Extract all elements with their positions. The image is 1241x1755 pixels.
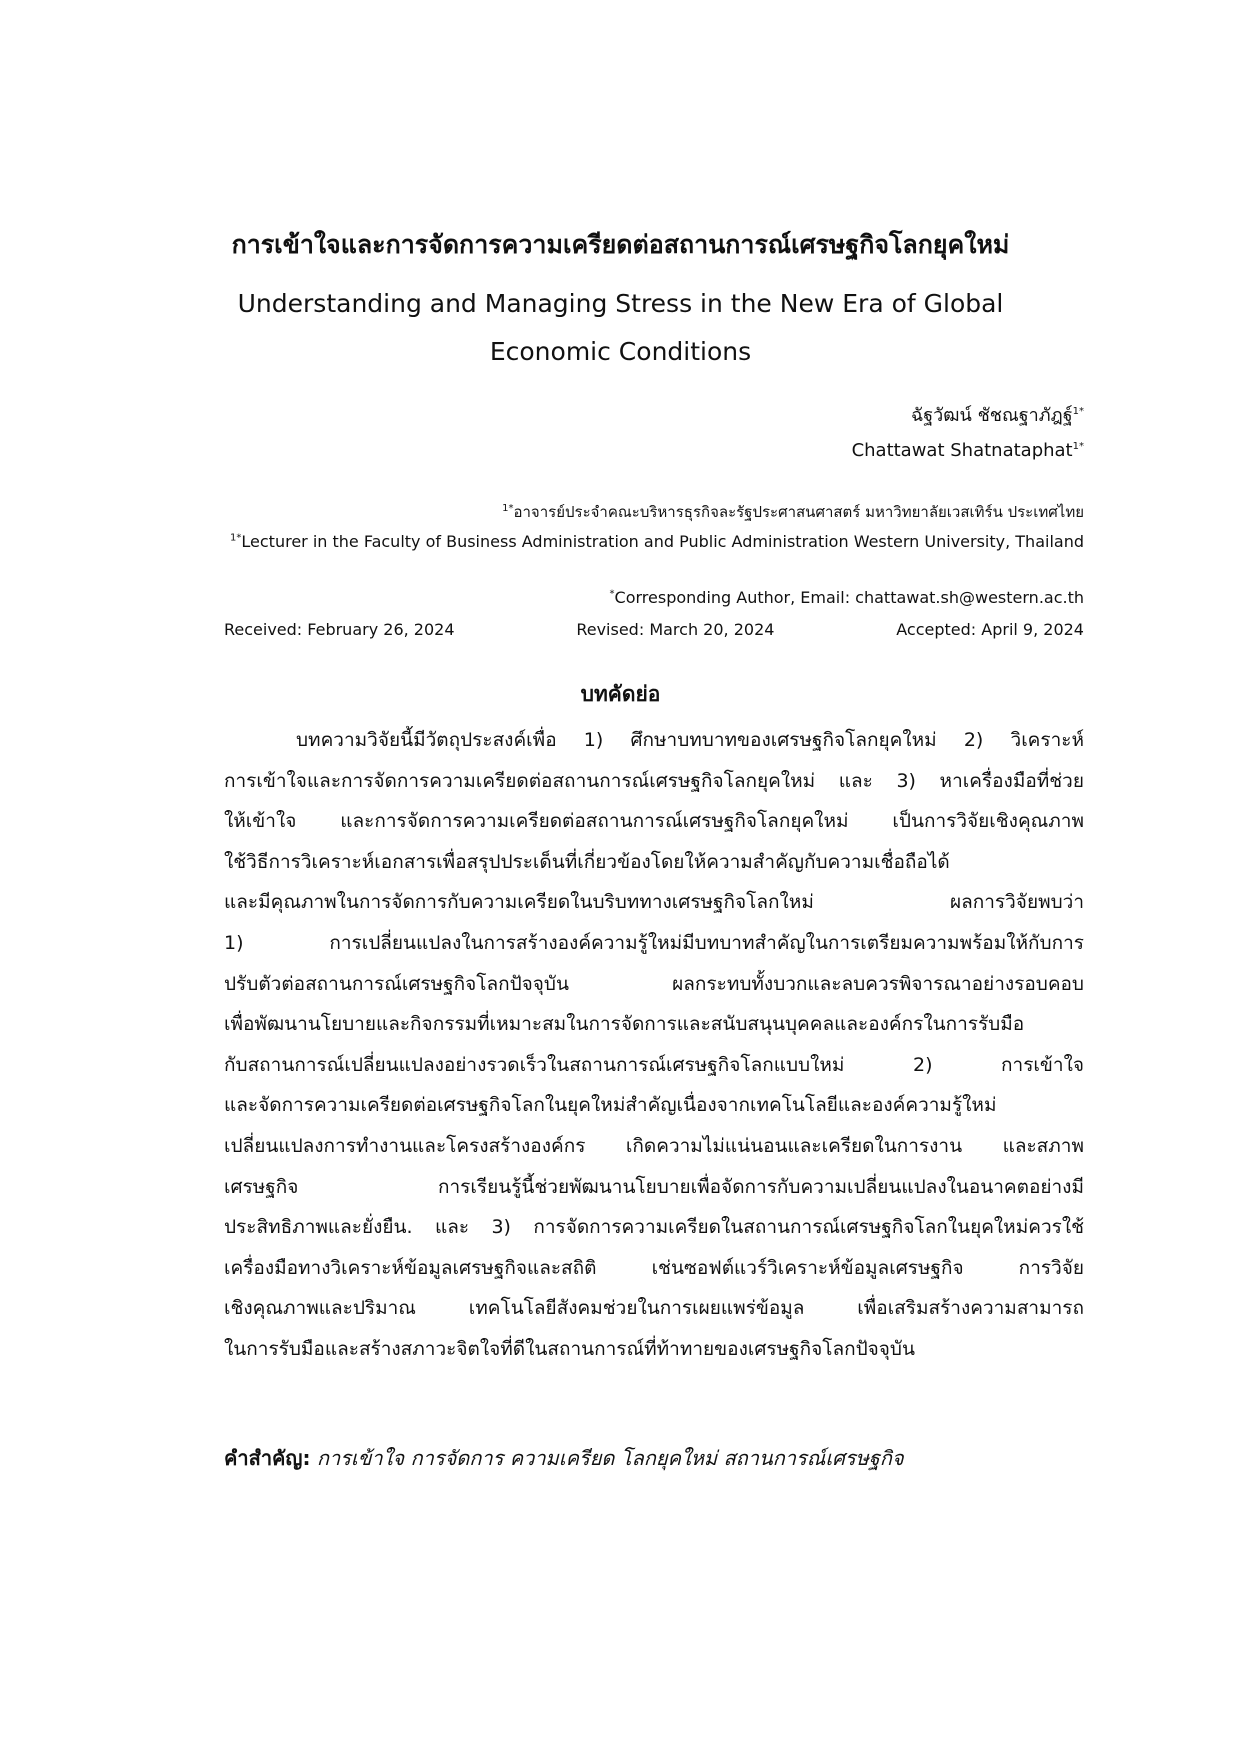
abstract-line: ในการรับมือและสร้างสภาวะจิตใจที่ดีในสถานการณ์ที่ท้าทายของเศรษฐกิจโลกปัจจุบัน [224, 1337, 915, 1360]
abstract-line: ให้เข้าใจ และการจัดการความเครียดต่อสถานการณ์เศรษฐกิจโลกยุคใหม่ เป็นการวิจัยเชิงคุณภาพ [224, 810, 1084, 833]
abstract-heading: บทคัดย่อ [580, 682, 661, 706]
keywords-list: การเข้าใจ การจัดการ ความเครียด โลกยุคใหม่ สถานการณ์เศรษฐกิจ [316, 1446, 904, 1470]
abstract-line: และจัดการความเครียดต่อเศรษฐกิจโลกในยุคใหม่สำคัญเนื่องจากเทคโนโลยีและองค์ความรู้ใหม่ [224, 1094, 997, 1117]
abstract-line: การเข้าใจและการจัดการความเครียดต่อสถานการณ์เศรษฐกิจโลกยุคใหม่ และ 3) หาเครื่องมือที่ช่วย [224, 769, 1084, 792]
corresponding-author [610, 588, 1084, 607]
abstract-line: 1) การเปลี่ยนแปลงในการสร้างองค์ความรู้ใหม่มีบทบาทสำคัญในการเตรียมความพร้อมให้กับการ [224, 931, 1084, 954]
author-name-thai-marker: 1* [1072, 406, 1084, 417]
abstract-line: เปลี่ยนแปลงการทำงานและโครงสร้างองค์กร เกิดความไม่แน่นอนและเครียดในการงาน และสภาพ [224, 1134, 1084, 1157]
author-name-thai [911, 400, 1084, 429]
keywords-label: คำสำคัญ: [224, 1446, 311, 1470]
abstract-line: เชิงคุณภาพและปริมาณ เทคโนโลยีสังคมช่วยในการเผยแพร่ข้อมูล เพื่อเสริมสร้างความสามารถ [224, 1297, 1084, 1320]
author-name-english-marker: 1* [1072, 441, 1084, 452]
abstract-line: เพื่อพัฒนานโยบายและกิจกรรมที่เหมาะสมในการจัดการและสนับสนุนบุคคลและองค์กรในการรับมือ [224, 1013, 1025, 1036]
author-name-english-text: Chattawat Shatnataphat [851, 440, 1073, 461]
accepted-date: Accepted: April 9, 2024 [896, 620, 1084, 639]
abstract-body [224, 720, 1084, 1370]
affiliation-thai-marker: 1* [502, 503, 514, 514]
affiliation-thai [502, 500, 1084, 524]
submission-dates [224, 620, 1084, 639]
keywords [224, 1442, 1084, 1474]
abstract-line: ปรับตัวต่อสถานการณ์เศรษฐกิจโลกปัจจุบัน ผลกระทบทั้งบวกและลบควรพิจารณาอย่างรอบคอบ [224, 972, 1084, 995]
author-name-thai-text: ฉัฐวัฒน์ ชัชณฐาภัฎฐ์ [910, 405, 1073, 426]
affiliation-english-marker: 1* [230, 532, 242, 544]
abstract-line: เครื่องมือทางวิเคราะห์ข้อมูลเศรษฐกิจและสถิติ เช่นซอฟต์แวร์วิเคราะห์ข้อมูลเศรษฐกิจ การวิจัย [224, 1256, 1084, 1279]
paper-title-thai: การเข้าใจและการจัดการความเครียดต่อสถานการณ์เศรษฐกิจโลกยุคใหม่ [231, 230, 1010, 259]
affiliation-english [230, 532, 1084, 551]
corresponding-author-text: Corresponding Author, Email: chattawat.sh@western.ac.th [614, 588, 1084, 607]
received-date: Received: February 26, 2024 [224, 620, 455, 639]
revised-date: Revised: March 20, 2024 [576, 620, 775, 639]
author-name-english [852, 440, 1084, 461]
abstract-line: กับสถานการณ์เปลี่ยนแปลงอย่างรวดเร็วในสถานการณ์เศรษฐกิจโลกแบบใหม่ 2) การเข้าใจ [224, 1053, 1084, 1076]
abstract-line: ใช้วิธีการวิเคราะห์เอกสารเพื่อสรุปประเด็นที่เกี่ยวข้องโดยให้ความสำคัญกับความเชื่อถือได้ [224, 850, 950, 873]
affiliation-english-text: Lecturer in the Faculty of Business Administration and Public Administration Western University, Thailand [241, 532, 1084, 551]
corresponding-author-marker: * [609, 588, 615, 600]
abstract-line: ประสิทธิภาพและยั่งยืน. และ 3) การจัดการความเครียดในสถานการณ์เศรษฐกิจโลกในยุคใหม่ควรใช้ [224, 1216, 1084, 1239]
abstract-line: บทความวิจัยนี้มีวัตถุประสงค์เพื่อ 1) ศึกษาบทบาทของเศรษฐกิจโลกยุคใหม่ 2) วิเคราะห์ [296, 729, 1084, 751]
paper-title-english: Understanding and Managing Stress in the New Era of Global Economic Conditions [237, 289, 1004, 366]
abstract-line: เศรษฐกิจ การเรียนรู้นี้ช่วยพัฒนานโยบายเพื่อจัดการกับความเปลี่ยนแปลงในอนาคตอย่างมี [224, 1175, 1084, 1198]
abstract-line: และมีคุณภาพในการจัดการกับความเครียดในบริบททางเศรษฐกิจโลกใหม่ ผลการวิจัยพบว่า [224, 891, 1084, 914]
affiliation-thai-text: อาจารย์ประจำคณะบริหารธุรกิจละรัฐประศาสนศาสตร์ มหาวิทยาลัยเวสเทิร์น ประเทศไทย [513, 503, 1084, 521]
